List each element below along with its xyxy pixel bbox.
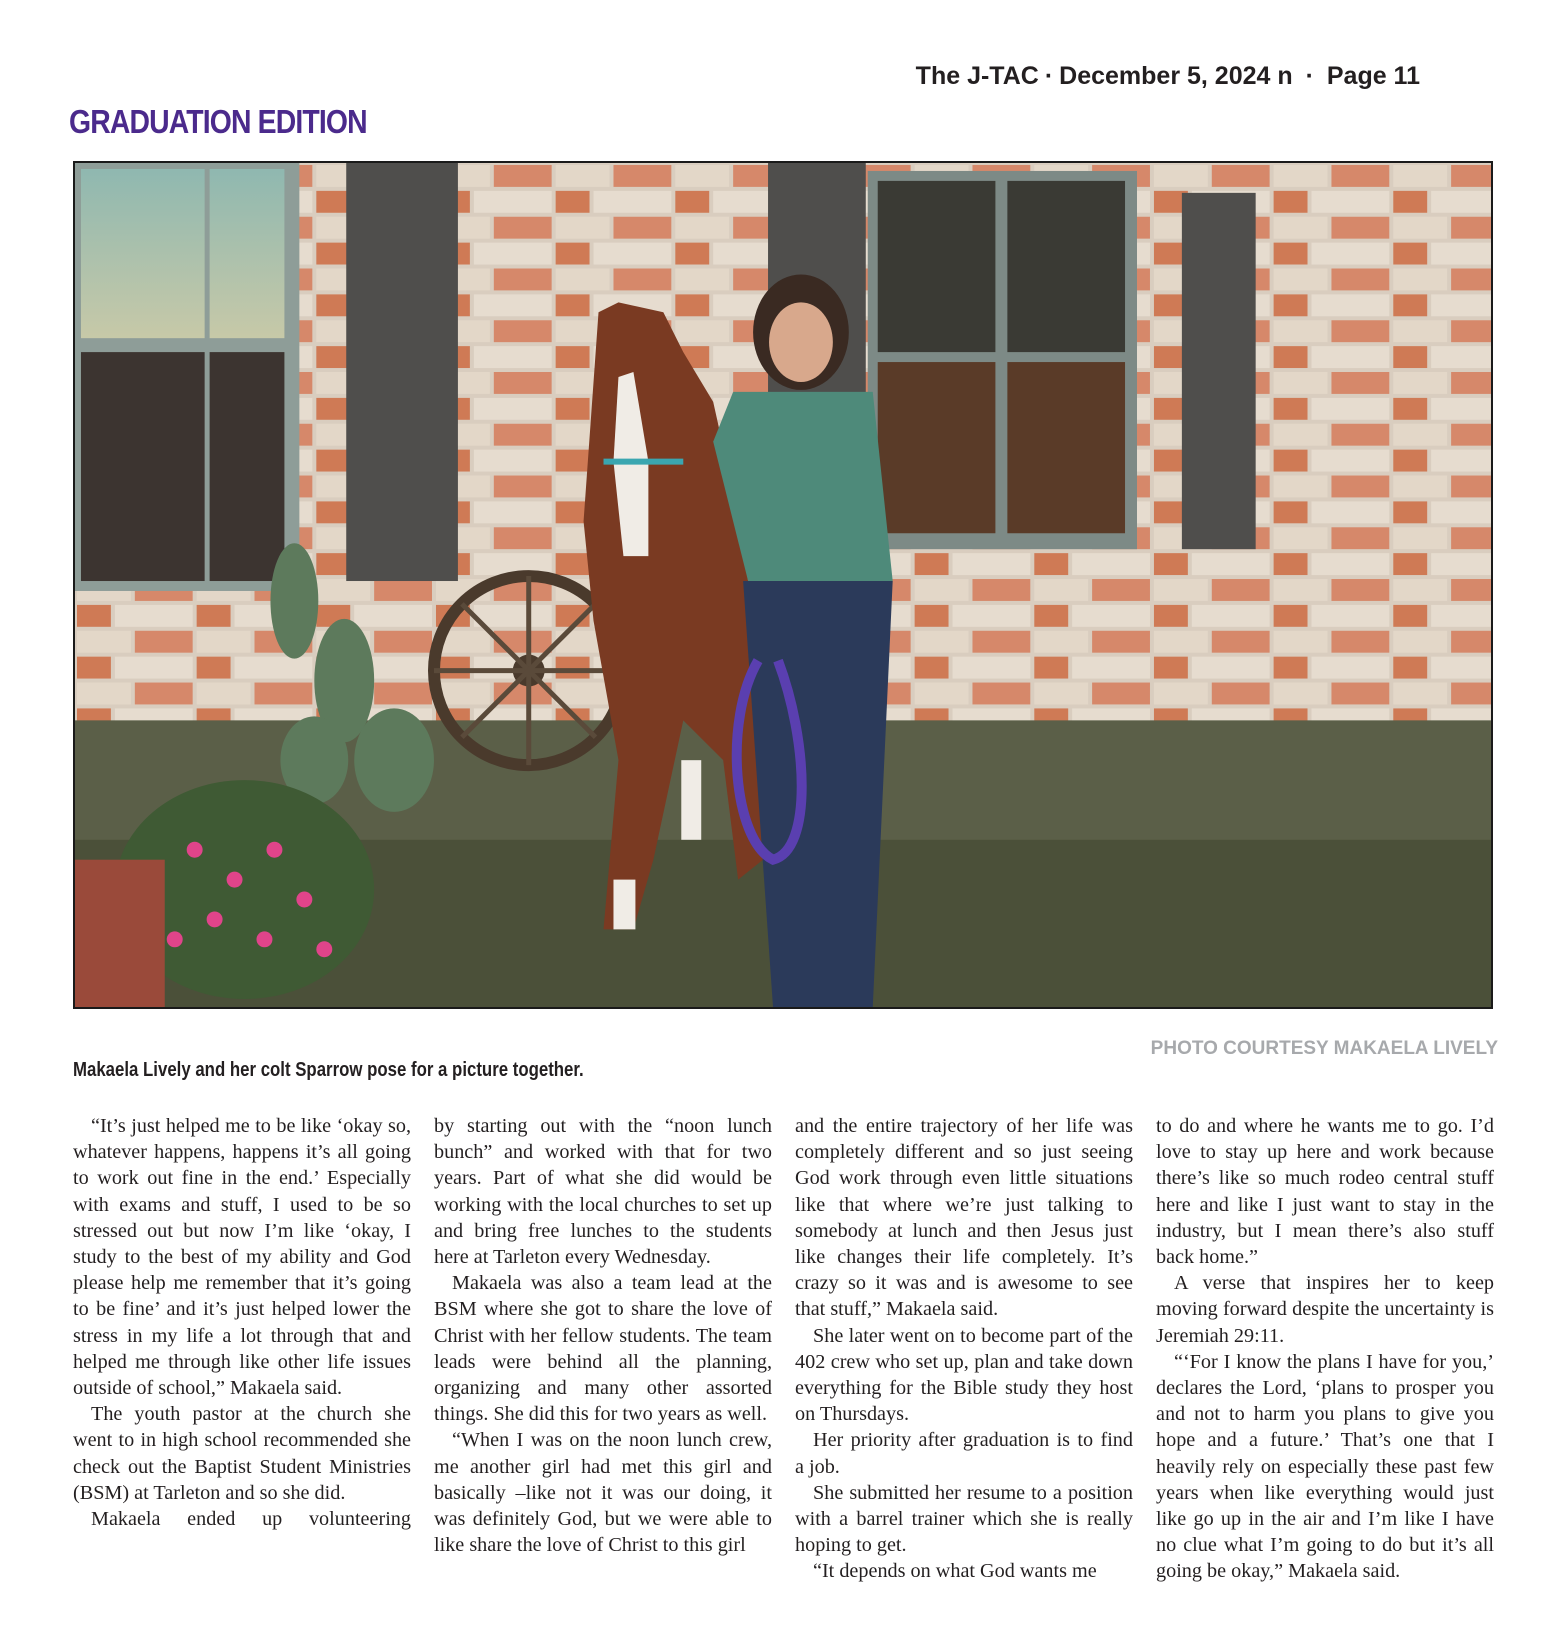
photo-caption: Makaela Lively and her colt Sparrow pose for a picture together. [73, 1059, 584, 1081]
page-number: Page 11 [1326, 62, 1420, 90]
photo-illustration [75, 163, 1491, 1007]
article-column-1 [73, 1113, 411, 1532]
paragraph: “It’s just helped me to be like ‘okay so, whatever happens, happens it’s all going to work out fine in the end.’ Especially with exams and stuff, I used to be so stressed out but now I’m like ‘okay, I study to the best of my ability and God please help me remember that it’s going to be fine’ and it’s just helped lower the stress in my life a lot through that and helped me through like other life issues outside of school,” Makaela said. [73, 1115, 411, 1400]
paragraph: Makaela ended up volunteering [91, 1508, 411, 1531]
article-column-4 [1156, 1113, 1494, 1585]
paragraph: A verse that inspires her to keep moving forward despite the uncertainty is Jeremiah 29:11. [1156, 1272, 1494, 1347]
paragraph: Her priority after graduation is to find a job. [795, 1429, 1133, 1478]
issue-date: December 5, 2024 n [1059, 62, 1293, 90]
page-header [916, 62, 1420, 91]
paragraph: She later went on to become part of the 402 crew who set up, plan and take down everything for the Bible study they host on Thursdays. [795, 1324, 1133, 1426]
paragraph: She submitted her resume to a position with a barrel trainer which she is really hoping to get. [795, 1481, 1133, 1557]
paragraph: Makaela was also a team lead at the BSM where she got to share the love of Christ with her fellow students. The team leads were behind all the planning, organizing and many other assorted things. She did this for two years as well. [434, 1272, 772, 1426]
feature-photo [73, 161, 1493, 1009]
separator-dot: · [1298, 62, 1321, 90]
article-column-2 [434, 1113, 772, 1558]
article-column-3 [795, 1113, 1133, 1585]
photo-credit: PHOTO COURTESY MAKAELA LIVELY [1150, 1038, 1498, 1059]
paragraph: “When I was on the noon lunch crew, me another girl had met this girl and basically –like not it was our doing, it was definitely God, but we were able to like share the love of Christ to this girl [434, 1429, 772, 1557]
separator-dot: · [1044, 62, 1054, 90]
paragraph: “It depends on what God wants me [813, 1560, 1097, 1583]
paragraph: to do and where he wants me to go. I’d love to stay up here and work because there’s like so much rodeo central stuff here and like I just want to stay in the industry, but I mean there’s also stuff back home.” [1156, 1115, 1494, 1269]
paragraph: “‘For I know the plans I have for you,’ declares the Lord, ‘plans to prosper you and not to harm you plans to give you hope and a future.’ That’s one that I heavily rely on especially these past few years when like everything would just like go up in the air and I’m like I have no clue what I’m going to do but it’s all going be okay,” Makaela said. [1156, 1350, 1494, 1583]
paragraph: and the entire trajectory of her life was completely different and so just seeing God work through even little situations like that where we’re just talking to somebody at lunch and then Jesus just like changes their life completely. It’s crazy so it was and is awesome to see that stuff,” Makaela said. [795, 1115, 1133, 1321]
paragraph: The youth pastor at the church she went to in high school recommended she check out the Baptist Student Ministries (BSM) at Tarleton and so she did. [73, 1403, 411, 1504]
paragraph: by starting out with the “noon lunch bunch” and worked with that for two years. Part of what she did would be working with the local churches to set up and bring free lunches to the students here at Tarleton every Wednesday. [434, 1115, 772, 1269]
section-title: GRADUATION EDITION [69, 103, 367, 140]
publication-name: The J-TAC [915, 62, 1039, 90]
